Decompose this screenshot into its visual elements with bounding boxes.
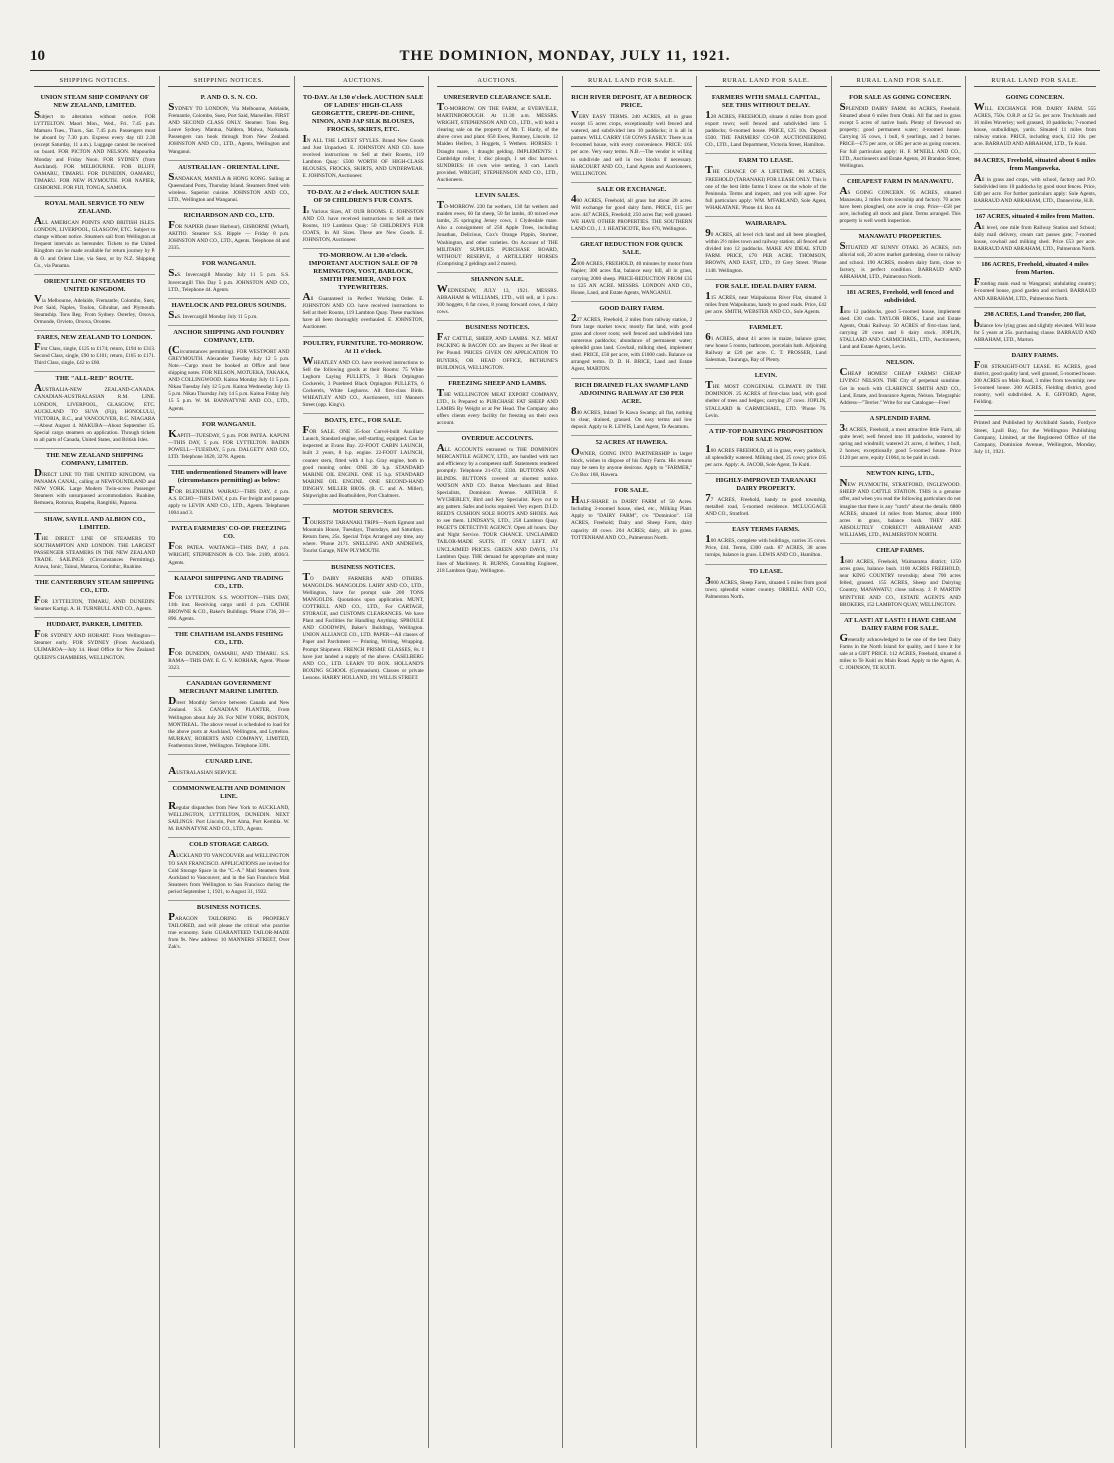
ad-body: In Various Sizes, AT OUR ROOMS. E. JOHNSTON AND CO. have received instructions to Sell at their Rooms, 119 Lambton Quay: 50 CHILDREN'S FUR COATS, In All Sizes. These are New Goods. E. JOHNSTON, Auctioneer. xyxy=(302,203,424,243)
ad-body: balance low lying grass and slightly elevated. Will lease for 5 years at 25s. purchasing clause. BARRAUD AND ABRAHAM, LTD., Marton. xyxy=(973,317,1096,343)
column-1 xyxy=(30,76,160,1448)
advertisement xyxy=(303,505,424,560)
column-heading: RURAL LAND FOR SALE. xyxy=(840,76,961,87)
ad-headline: WAIRARAPA. xyxy=(745,220,787,228)
advertisement xyxy=(974,154,1096,210)
advertisement xyxy=(571,238,692,301)
column-7 xyxy=(836,76,966,1448)
column-heading: RURAL LAND FOR SALE. xyxy=(705,76,826,87)
advertisement xyxy=(705,369,826,424)
advertisement xyxy=(168,209,289,257)
ad-headline: FOR SALE. xyxy=(614,487,649,495)
ad-headline: RICHARDSON AND CO., LTD. xyxy=(183,212,275,220)
ad-body: SANDAKAN, MANILA & HONG KONG. Sailing at Queensland Ports, Thursday Island. Steamers fitted with wireless. Superior cuisine. JOHNSTON AND CO., LTD., Wellington and Wanganui. xyxy=(168,170,290,203)
ad-body: First Class, single, £125 to £174; return, £194 to £313. Second Class, single, £90 to £101; return, £165 to £171. Third Class, single, £42 to £60. xyxy=(34,341,156,367)
advertisement xyxy=(705,425,826,474)
ad-body: Generally acknowledged to be one of the best Dairy Farms in the North Island for quality, and I have it for sale at a GIFT PRICE. 112 ACRES, Freehold, situated 4 miles to Te Kuiti on Main Road. Apply to the Agent, A. C. JOHNSON, TE KUITI. xyxy=(839,631,961,672)
ad-headline: 181 ACRES, Freehold, well fenced and subdivided. xyxy=(846,288,954,304)
ad-headline: A TIP-TOP DAIRYING PROPOSITION FOR SALE NOW. xyxy=(708,427,823,443)
column-heading: AUCTIONS. xyxy=(303,76,424,87)
advertisement xyxy=(168,755,289,782)
advertisement xyxy=(34,513,155,576)
ad-headline: GOING CONCERN. xyxy=(1005,94,1065,101)
column-8 xyxy=(970,76,1100,1448)
column-4 xyxy=(433,76,563,1448)
advertisement xyxy=(437,91,558,189)
ad-headline: HAVELOCK AND PELORUS SOUNDS. xyxy=(171,301,287,309)
advertisement xyxy=(34,91,155,197)
ad-headline: EASY TERMS FARMS. xyxy=(732,526,800,534)
ad-body: SYDNEY TO LONDON, Via Melbourne, Adelaide, Fremantle, Colombo, Suez, Port Said, Marseilles. FIRST AND SECOND CLASS ONLY. Steamer. Tons Reg. Leave Sydney. Mantua, Naldera, Malwa, Narkunda. Passengers can book through from New Zealand. JOHNSTON AND CO., LTD., Agents, Wellington and Wanganui. xyxy=(168,101,290,155)
ad-body: Into 12 paddocks, good 5-roomed house, implement shed. £30 cash. TAYLOR BROS., Land and Estate Agents, Otaki Railway. 50 ACRES of first-class land, carrying 20 cows and 6 dairy stock. JOPLIN, STALLARD AND CARMICHAEL, LTD., Auctioneers, Land and Estate Agents, Levin. xyxy=(839,303,961,351)
column-heading: SHIPPING NOTICES. xyxy=(34,76,155,87)
ad-headline: SALE OR EXCHANGE. xyxy=(597,185,667,193)
ad-headline: FOR WANGANUI. xyxy=(202,420,256,428)
ad-body: AS GOING CONCERN. 95 ACRES, situated Manawatu, 2 miles from township and factory. 70 acres have been ploughed, one acre in crop. Price—£58 per acre, including all stock and plant. Terms arranged. This property is well worth inspection. xyxy=(839,184,961,225)
ad-headline: FOR SALE. IDEAL DAIRY FARM. xyxy=(715,282,817,290)
advertisement xyxy=(974,258,1096,307)
ad-body: 77 ACRES, Freehold, handy to good township, metalled road, 5-roomed residence. MCLUGGAGE AND CO., Stratford. xyxy=(705,492,827,518)
ad-headline: FOR WANGANUI. xyxy=(202,260,256,268)
column-2 xyxy=(164,76,294,1448)
column-5 xyxy=(567,76,697,1448)
advertisement xyxy=(168,522,289,571)
ad-body: FOR PATEA. WAITANGI—THIS DAY, 4 p.m. WRIGHT, STEPHENSON & CO. Tele. 2189, 4036/3. Agents. xyxy=(168,540,290,566)
ad-body: DIRECT LINE TO THE UNITED KINGDOM, via PANAMA CANAL, calling at NEWFOUNDLAND and NEW YORK. Large Modern Twin-screw Passenger Steamers with unsurpassed accommodation. Ruahine, Remuera, Rotorua, Ruapehu, Rangitiki, Paparoa. xyxy=(34,467,156,507)
advertisement xyxy=(705,321,826,369)
ad-headline: BUSINESS NOTICES. xyxy=(465,324,530,332)
ad-headline: TO-DAY. At 1.30 o'clock. AUCTION SALE OF LADIES' HIGH-CLASS GEORGETTE, CREPE-DE-CHINE, NINON, AND JAP SILK BLOUSES, FROCKS, SKIRTS, ETC. xyxy=(302,94,424,133)
ad-headline: MOTOR SERVICES. xyxy=(332,508,394,516)
ad-body: All level, one mile from Railway Station and School; daily mail delivery, cream cart passes gate; 7-roomed house, cowbail and milking shed. Price £53 per acre. BARRAUD AND ABRAHAM, LTD., Palmerston North. xyxy=(973,219,1096,253)
ad-body: FOR NAPIER (Inner Harbour), GISBORNE (Wharf), AKITIO. Steamer S.S. Ripple — Friday 8 p.m. JOHNSTON AND CO., LTD., Agents. Telephone 44 and 2335. xyxy=(168,219,290,252)
advertisement xyxy=(571,484,692,546)
advertisement xyxy=(168,572,289,628)
ad-headline: 52 ACRES AT HAWERA. xyxy=(595,438,668,446)
ad-headline: GOOD DAIRY FARM. xyxy=(599,304,664,312)
ad-body: HALF-SHARE in DAIRY FARM of 50 Acres. Including 3-roomed house, shed, etc., Milking Plant. Apply to "DAIRY FARM", c/o "Dominion". 150 ACRES, Freehold; Dairy and Sheep Farm, dairy capacity 40 cows. 204 ACRES; dairy, all in grass. TOTTENHAM AND CO., Palmerston North. xyxy=(571,494,693,541)
advertisement xyxy=(840,91,961,175)
advertisement xyxy=(168,326,289,418)
ad-headline: UNRESERVED CLEARANCE SALE. xyxy=(443,94,552,101)
advertisement xyxy=(168,466,289,522)
ad-body: 3000 ACRES, Sheep Farm, situated 5 miles from good town; splendid winter country. ORRELL AND CO., Palmerston North. xyxy=(705,574,827,600)
advertisement xyxy=(974,349,1096,412)
ad-body: All in grass and crops, with school, factory and P.O. Subdivided into 10 paddocks by good stout fences. Price, £40 per acre. For further particulars apply: Sole Agents, BARRAUD AND ABRAHAM, LTD., Dannevirke, H.B. xyxy=(973,171,1096,204)
column-3 xyxy=(299,76,429,1448)
advertisement xyxy=(840,412,961,467)
advertisement xyxy=(571,302,692,379)
ad-body: 90 ACRES, all level rich land and all been ploughed, within 2½ miles town and railway station; all fenced and divided into 12 paddocks. MAKE AN IDEAL STUD FARM. PRICE, £70 PER ACRE. THOMSON, BROWN, AND EAST, LTD., 19 Grey Street. 'Phone 1148. Wellington. xyxy=(705,227,827,274)
ad-headline: OVERDUE ACCOUNTS. xyxy=(461,435,534,443)
advertisement xyxy=(437,273,558,321)
column-heading: RURAL LAND FOR SALE. xyxy=(974,76,1096,87)
ad-headline: FARM TO LEASE. xyxy=(738,157,794,165)
ad-headline: LEVIN SALES. xyxy=(475,192,520,200)
advertisement xyxy=(571,183,692,238)
ad-body: 34 ACRES, Freehold, a most attractive little Farm, all quite level; well fenced into 10 paddocks, watered by spring and windmill; watered 21 acres, 4 heifers, 1 bull, 2 horses; exceptionally good 5-roomed house. Price £120 per acre, equity £1064, to be paid in cash. xyxy=(839,421,961,462)
advertisement xyxy=(34,372,155,449)
ad-body: TO-MORROW. ON THE FARM, at EVERVILLE, MARTINBOROUGH. At 11.30 a.m. MESSRS. WRIGHT, STEPHENSON AND CO., LTD., will hold a clearing sale on the property of Mr. T. Hardy, of the above cows and plant. 650 Ewes, Romney, Lincoln. 12 Maiden Heifers, 3 Hoggets, 5 Wethers. HORSES: 1 Draught mare, 1 draught gelding. IMPLEMENTS: 1 Cambridge roller, 1 disc plough, 1 set disc harrows. SUNDRIES: 16 cwts wire netting, 3 cart. Lunch provided. WRIGHT, STEPHENSON AND CO., LTD., Auctioneers. xyxy=(436,101,558,183)
ad-headline: BUSINESS NOTICES. xyxy=(331,563,396,571)
ad-body: THE DIRECT LINE OF STEAMERS TO SOUTHAMPTON AND LONDON. THE LARGEST PASSENGER STEAMERS IN THE NEW ZEALAND TRADE. SAILINGS (Circumstances Permitting). Arawa, Ionic, Tainui, Mataroa, Corinthic, Ruahine. xyxy=(34,530,156,570)
advertisement xyxy=(168,838,289,901)
ad-headline: CHEAPEST FARM IN MANAWATU. xyxy=(847,177,954,185)
advertisement xyxy=(34,449,155,512)
ad-headline: HIGHLY-IMPROVED TARANAKI DAIRY PROPERTY. xyxy=(715,477,816,492)
ad-body: TO DAIRY FARMERS AND OTHERS. MANGOLDS. MANGOLDS. LAIRY AND CO., LTD., Wellington, have for prompt sale 200 TONS MANGOLDS. Quotations upon application. MUNT, COTTRELL AND CO., LTD., For CARTAGE, STORAGE, and CUSTOMS CLEARANCES. We have Plant and Facilities for Handling Anything. SPROULE AND GOODWIN, Baker's Buildings, Wellington. UNION ALLIANCE CO., LTD. PAPER—All classes of Paper and Parchment — Printing, Writing, Wrapping. Prompt Shipment. FRENCH PRISME GLASSES, 8s. I have just landed a supply of the above. CASELBERG AND CO., LTD. LEARN TO BOX. HOLLAND'S BOXING SCHOOL (Gymnasium). Classes or private Lessons. HARRY HOLLAND, 191 WILLIS STREET. xyxy=(302,570,424,681)
advertisement xyxy=(571,379,692,436)
ad-headline: THE NEW ZEALAND SHIPPING COMPANY, LIMITED. xyxy=(46,452,144,468)
ad-body: FOR BLENHEIM. WAIRAU—THIS DAY, 4 p.m. A.S. ECHO—THIS DAY, 4 p.m. For freight and passage apply to LEVIN AND CO., LTD., Agents. Telephones 1004 and 3. xyxy=(168,484,290,517)
ad-body: FOR SYDNEY AND HOBART. From Wellington—Steamer early. FOR SYDNEY (From Auckland). ULIMAROA—July 14. Head Office for New Zealand: QUEEN'S CHAMBERS, WELLINGTON. xyxy=(34,628,156,661)
ad-body: (Circumstances permitting). FOR WESTPORT AND GREYMOUTH. Alexander Tuesday July 12 5 p.m. Note.—Cargo must be booked at Office and bear shipping notes. FOR NELSON, MOTUEKA, TAKAKA, AND COLLINGWOOD. Kaitoa Monday July 11 5 p.m. Nikau Tuesday July 12 5 p.m. Kaitoa Wednesday July 13 5 p.m. Nikau Thursday July 14 5 p.m. Kaitoa Friday July 15 5 p.m. W. M. BANNATYNE AND CO., LTD., Agents. xyxy=(168,343,290,412)
ad-headline: 186 ACRES, Freehold, situated 4 miles from Marton. xyxy=(981,261,1089,277)
advertisement xyxy=(168,299,289,326)
ad-body: 400 ACRES, Freehold, all grass but about 20 acres. Will exchange for good dairy farm. PRICE, £15 per acre. 447 ACRES, Freehold; 250 acres flat; well grassed. WE HAVE OTHER PROPERTIES. THE SOUTHERN LAND CO., J. J. HEATHCOTE, Box 676, Wellington. xyxy=(571,192,693,233)
ad-headline: NEWTON KING, LTD., xyxy=(866,470,934,478)
ad-body: S.S. Invercargill Monday July 11 5 p.m. xyxy=(168,308,258,321)
advertisement xyxy=(437,189,558,273)
ad-headline: P. AND O. S. N. CO. xyxy=(200,94,258,101)
ad-headline: KAIAPOI SHIPPING AND TRADING CO., LTD. xyxy=(174,574,284,590)
ad-body: PARAGON TAILORING IS PROPERLY TAILORED, and will please the critical who practise true economy. Suits GUARANTEED TAILOR-MADE from 9s. New address: 10 MANNERS STREET, Over Zak's. xyxy=(168,911,290,951)
ad-headline: MANAWATU PROPERTIES. xyxy=(858,233,942,241)
page-number: 10 xyxy=(30,48,45,64)
ad-headline: ORIENT LINE OF STEAMERS TO UNITED KINGDOM. xyxy=(43,277,146,293)
ad-body: Regular dispatches from New York to AUCKLAND, WELLINGTON, LYTTELTON, DUNEDIN. NEXT SAILINGS: Port Lincoln, Port Alma, Port Kembla. W. M. BANNATYNE AND CO., LTD., Agents. xyxy=(168,800,290,833)
advertisement xyxy=(303,249,424,336)
ad-headline: BOATS, ETC., FOR SALE. xyxy=(324,417,402,425)
ad-body: Fronting main road to Wanganui; undulating country; 6-roomed house, good garden and orchard. BARRAUD AND ABRAHAM, LTD., Palmerston North. xyxy=(973,276,1096,302)
ad-body: FAT CATTLE, SHEEP, AND LAMBS. N.Z. MEAT PACKING & BACON CO. are Buyers at Per Head or Per Pound. PRICES GIVEN ON APPLICATION TO BUYERS, OR HEAD OFFICE, BETHUNE'S BUILDINGS, WELLINGTON. xyxy=(436,331,558,371)
ad-body: CHEAP HOMES! CHEAP FARMS! CHEAP LIVING! NELSON. THE City of perpetual sunshine. Get in touch with CLARENCE SMITH AND CO., Land, Estate, and Insurance Agents, Nelson. Telegraphic Address—"Terrier." Write for our Catalogue—Free! xyxy=(839,366,961,406)
ad-headline: THE CHATHAM ISLANDS FISHING CO., LTD. xyxy=(174,631,284,647)
advertisement xyxy=(168,91,289,161)
ad-headline: FARES, NEW ZEALAND TO LONDON. xyxy=(36,334,153,342)
advertisement xyxy=(705,474,826,523)
ad-body: 100 ACRES, complete with buildings, carries 35 cows. Price, £44. Terms, £300 cash. 87 ACRES, 38 acres turnips, balance in grass. LEWIS AND CO., Hamilton. xyxy=(705,533,827,559)
advertisement xyxy=(840,544,961,614)
ad-headline: CUNARD LINE. xyxy=(205,757,253,765)
advertisement xyxy=(168,161,289,209)
ad-headline: TO-DAY. At 2 o'clock. AUCTION SALE OF 50 CHILDREN'S FUR COATS. xyxy=(306,188,420,204)
ad-headline: DAIRY FARMS. xyxy=(1011,351,1059,359)
ad-body: 840 ACRES, Inland Te Kawa Swamp; all flat, nothing to clear, drained, grassed. On easy terms and low deposit. Apply to R. LEWIS, Land Agent, Te Awamutu. xyxy=(571,404,693,430)
ad-body: 115 ACRES, near Waipukurau River Flat, situated 3 miles from Waipukurau, handy to good roads. Price, £42 per acre. SMITH, WEBSTER AND CO., Sole Agents. xyxy=(705,289,827,315)
advertisement xyxy=(840,175,961,230)
ad-body: FOR DUNEDIN, OAMARU, AND TIMARU. S.S. RAMA—THIS DAY. E. G. V. KORHAR, Agent. 'Phone 3323. xyxy=(168,646,290,672)
ad-headline: 298 ACRES, Land Transfer, 200 flat, xyxy=(984,310,1086,318)
ad-body: IN ALL THE LATEST STYLES. Brand New Goods and Just Unpacked. E. JOHNSTON AND CO. have received instructions to Sell at their Rooms, 119 Lambton Quay: £500 WORTH OF HIGH-CLASS BLOUSES, FROCKS, SKIRTS, AND UNDERWEAR. E. JOHNSTON, Auctioneer. xyxy=(302,133,424,180)
ad-headline: COMMONWEALTH AND DOMINION LINE. xyxy=(172,785,286,801)
ad-headline: CANADIAN GOVERNMENT MERCHANT MARINE LIMITED. xyxy=(179,680,279,696)
ad-headline: FOR SALE AS GOING CONCERN. xyxy=(849,94,952,101)
advertisement xyxy=(34,576,155,618)
advertisement xyxy=(168,677,289,755)
ad-body: WILL EXCHANGE FOR DAIRY FARM. 555 ACRES, 750s. O.R.P. at £2 5s. per acre. Truckloads and 16 miles Waverley; well grassed, 10 paddocks; 7-roomed house, outbuildings, yards. Situated 11 miles from railway station. PRICE, including stock, £12 10s. per acre. BARRAUD AND ABRAHAM, LTD., Te Kuiti. xyxy=(973,101,1096,148)
ad-headline: PATEA FARMERS' CO-OP. FREEZING CO. xyxy=(171,525,287,541)
advertisement xyxy=(34,197,155,275)
ad-headline: ANCHOR SHIPPING AND FOUNDRY COMPANY, LTD. xyxy=(173,328,285,344)
masthead xyxy=(30,48,1100,71)
ad-headline: SHANNON SALE. xyxy=(471,275,524,283)
column-heading: SHIPPING NOTICES. xyxy=(168,76,289,87)
ad-body: 100 ACRES FREEHOLD, all in grass, every paddock, all splendidly watered. Milking shed, 25 cows; price £65 per acre. Apply: A. JACOB, Sole Agent, Te Kuiti. xyxy=(705,442,827,468)
ad-body: 2000 ACRES, FREEHOLD, 40 minutes by motor from Napier; 300 acres flat, balance easy hill, all in grass, carrying 2000 sheep. PRICE-REDUCTION FROM £35 to £25 AN ACRE. MESSRS. LONDON AND CO., House, Land, and Estate Agents, WANGANUI. xyxy=(571,256,693,296)
ad-headline: UNION STEAM SHIP COMPANY OF NEW ZEALAND, LIMITED. xyxy=(40,94,149,109)
advertisement xyxy=(571,436,692,484)
ad-body: TOURISTS! TARANAKI TRIPS—North Egmont and Mountain House, Tuesdays, Thursdays, and Saturdays. Return fares, 25s. Special Trips Arranged any time, any where. 'Phone 2171. SNELLING AND ANDREWS, Tourist Garage, NEW PLYMOUTH. xyxy=(302,515,424,555)
ad-headline: CHEAP FARMS. xyxy=(875,547,925,555)
ad-headline: RICH RIVER DEPOSIT, AT A BEDROCK PRICE. xyxy=(571,94,692,109)
ad-headline: NELSON. xyxy=(885,359,915,367)
ad-headline: LEVIN. xyxy=(754,372,777,380)
column-6 xyxy=(701,76,831,1448)
advertisement xyxy=(303,414,424,505)
ad-body: All Guaranteed in Perfect Working Order. E. JOHNSTON AND CO. have received instructions to Sell at their Rooms, 119 Lambton Quay. These machines have all been thoroughly overhauled. E. JOHNSTON, Auctioneer. xyxy=(302,291,424,331)
printer-imprint: Printed and Published by Archibald Sando, Fordyce Street, Lyall Bay, for the Wellington Publishing Company, Limited, at the Registered Office of the Company, Dominion Avenue, Wellington, Monday, July 11, 1921. xyxy=(974,415,1096,456)
ad-headline: TO-MORROW. At 1.30 o'clock. IMPORTANT AUCTION SALE OF 70 REMINGTON, YOST, BARLOCK, SMITH PREMIER, AND FOX TYPEWRITERS. xyxy=(308,252,418,292)
advertisement xyxy=(705,280,826,321)
column-heading: AUCTIONS. xyxy=(437,76,558,87)
ad-body: VERY EASY TERMS. 240 ACRES, all in grass except 15 acres crops, exceptionally well fenced and watered, and subdivided into 10 paddocks; it is all in pasture. WILL CARRY 150 COWS EASILY. There is an 8-roomed house, with every convenience. PRICE: £65 per acre. Very easy terms. N.B.—The vendor is willing to subdivide and sell in two blocks if necessary. HARCOURT AND CO., Land Agents and Auctioneers, WELLINGTON. xyxy=(571,109,693,177)
advertisement xyxy=(840,614,961,676)
advertisement xyxy=(168,418,289,466)
ad-body: KAPITI—TUESDAY, 5 p.m. FOR PATEA. KAPUNI—THIS DAY, 5 p.m. FOR LYTTELTON. BADEN POWELL—TUESDAY, 5 p.m. DALGETY AND CO., LTD. Telephone 3620, 3278. Agents. xyxy=(168,427,290,460)
ad-body: THE CHANCE OF A LIFETIME. 86 ACRES, FREEHOLD (TARANAKI) FOR LEASE ONLY. This is one of the best little farms I know on the whole of the Peninsula. Terms and inspect, and you will agree. For full particulars apply: WM. M'FARLAND, Sole Agent, WHAKATANE. 'Phone 44. Box 44. xyxy=(705,164,827,211)
ad-body: NEW PLYMOUTH, STRATFORD, INGLEWOOD. SHEEP AND CATTLE STATION. THIS is a genuine offer, and when you read the following particulars do not imagine that there is any "catch" about the details. 6800 ACRES, situated 14 miles from Marton; about 1000 acres in grass, balance bush. THEY ARE ABSOLUTELY CORRECT! ABRAHAM AND WILLIAMS, LTD., PALMERSTON NORTH. xyxy=(839,477,961,538)
ad-headline: TO LEASE. xyxy=(748,567,783,575)
advertisement xyxy=(840,467,961,544)
ad-headline: THE CANTERBURY STEAM SHIPPING CO., LTD. xyxy=(35,579,154,595)
ad-body: Direct Monthly Service between Canada and New Zealand. S.S. CANADIAN PLANTER, From Wellington about July 26. For NEW YORK, BOSTON, MONTREAL. The above vessel is scheduled to load for the above ports at Auckland, Wellington, and Lyttelton. MURRAY, ROBERTS AND COMPANY, LIMITED, Featherston Street, Wellington. Telephone 3391. xyxy=(168,695,290,749)
ad-headline: POULTRY, FURNITURE. TO-MORROW. At 11 o'clock. xyxy=(303,339,424,355)
advertisement xyxy=(303,186,424,249)
ad-headline: AUSTRALIAN - ORIENTAL LINE. xyxy=(178,163,280,171)
advertisement xyxy=(168,782,289,838)
column-heading: RURAL LAND FOR SALE. xyxy=(571,76,692,87)
ad-body: 128 ACRES, FREEHOLD, situate 4 miles from good export town; well fenced and subdivided into 5 paddocks; 6-roomed house. PRICE, £25 10s. Deposit £500. THE FARMERS' CO-OP. AUCTIONEERING CO., LTD., Land Department, Victoria Street, Hamilton. xyxy=(705,109,827,149)
ad-headline: HUDDART, PARKER, LIMITED. xyxy=(46,621,143,629)
advertisement xyxy=(303,561,424,686)
ad-body: 61 ACRES, about 41 acres in maize, balance grass; new house 5 rooms, bathroom, porcelain bath. Adjoining Railway at £20 per acre. C. T. PROSSER, Land Salesman, Tauranga, Bay of Plenty. xyxy=(705,330,827,364)
ad-body: SITUATED AT SUNNY OTAKI. 26 ACRES, rich alluvial soil, 20 acres market gardening, close to railway and school. 190 ACRES, modern dairy farm, close to factory, is perfect condition. BARRAUD AND ABRAHAM, LTD., Palmerston North. xyxy=(839,240,961,280)
ad-headline: RICH DRAINED FLAX SWAMP LAND ADJOINING RAILWAY AT £30 PER ACRE. xyxy=(574,381,689,405)
ad-headline: GREAT REDUCTION FOR QUICK SALE. xyxy=(580,241,684,257)
ad-body: ALL AMERICAN POINTS AND BRITISH ISLES. LONDON, LIVERPOOL, GLASGOW, ETC. Subject to change without notice. Steamers sail from Wellington at frequent intervals as hereunder. Tickets to the United Kingdom can be made available for return journey by P. & O. and Orient Line, via Suez, or by N.Z. Shipping Co., via Panama. xyxy=(34,215,156,269)
ad-headline: FARMLET. xyxy=(749,323,783,331)
ad-headline: AT LAST! AT LAST!! I HAVE CHEAM DAIRY FARM FOR SALE. xyxy=(844,616,957,632)
advertisement xyxy=(34,275,155,331)
ad-headline: BUSINESS NOTICES. xyxy=(196,904,261,911)
ad-body: TO-MORROW. 230 fat wethers, 130 fat wethers and maiden ewes, 60 fat sheep, 50 fat lambs, 40 mixed ewe lambs, 25 springing Jersey cows, 1 Clydesdale mare. Also a consignment of 250 Apple Trees, including Jonathan, Delicious, Cox's Orange Pippin, Sturmer, Washington, and other varieties. On Account of THE MILITARY SUPPLIES PURCHASE BOARD, WITHOUT RESERVE, 4 ARTILLERY HORSES (Comprising 2 geldings and 2 mares). xyxy=(436,199,558,267)
advertisement xyxy=(705,523,826,564)
ad-headline: 84 ACRES, Freehold, situated about 6 miles from Mangaweka. xyxy=(974,156,1096,172)
ad-body: Via Melbourne, Adelaide, Fremantle, Colombo, Suez, Port Said, Naples, Toulon, Gibraltar, and Plymouth. Steamship. Tons Reg. From Sydney. Osterley, Orsova, Ormonde, Orvieto, Orsova, Orontes. xyxy=(34,292,156,325)
advertisement xyxy=(437,321,558,376)
advertisement xyxy=(840,356,961,411)
ad-body: FOR LYTTELTON, TIMARU, AND DUNEDIN. Steamer Kartigi. A. H. TURNBULL AND CO., Agents. xyxy=(34,594,156,613)
ad-body: SPLENDID DAIRY FARM. 84 ACRES, Freehold. Situated about 6 miles from Otaki. All flat and in grass except 5 acres of native bush. Plenty of firewood on property; good permanent water; 4-roomed house. Carrying 35 cows, 1 bull, 6 yearlings, and 2 horses. PRICE—£75 per acre, or £85 per acre as going concern. For full particulars apply: H. F. M'NEILL AND CO., LTD., Auctioneers and Estate Agents, 20 Brandon Street, Wellington. xyxy=(839,101,961,169)
ad-headline: ROYAL MAIL SERVICE TO NEW ZEALAND. xyxy=(44,200,145,216)
advertisement xyxy=(303,337,424,415)
ad-headline: FARMERS WITH SMALL CAPITAL, SEE THIS WITHOUT DELAY. xyxy=(711,94,820,109)
ad-body: OWNER, GOING INTO PARTNERSHIP in larger block, wishes to dispose of his Dairy Farm. His returns may be seen by anyone desirous. Apply to "FARMER," C/o Box 168, Hawera. xyxy=(571,445,693,479)
ad-body: 1600 ACRES, Freehold, Waimarama district; 1250 acres grass, balance bush. 1100 ACRES FREEHOLD, near KING COUNTRY township; about 700 acres felled, grassed. 155 ACRES, Sheep and Dairying Country, MANAWATU; close railway. J. P. MARTIN M'INTYRE AND CO., ESTATE AGENTS AND BROKERS, 152 LAMBTON QUAY, WELLINGTON. xyxy=(839,554,961,608)
ad-body: WEDNESDAY, JULY 13, 1921. MESSRS. ABRAHAM & WILLIAMS, LTD., will sell, at 1 p.m.: 100 hoggets, 6 fat cows, 8 young forward cows, 4 dairy cows. xyxy=(436,282,558,316)
ad-headline: SHAW, SAVILL AND ALBION CO., LIMITED. xyxy=(43,515,146,531)
ad-body: FOR LYTTELTON. S.S. WOOTTON—THIS DAY, 11th inst. Receiving cargo until 4 p.m. CATHIE BROWNE & CO., Baker's Buildings. 'Phone 1736, 20—896. Agents. xyxy=(168,589,290,622)
ad-headline: THE undermentioned Steamers will leave (circumstances permitting) as below: xyxy=(170,469,287,484)
ad-headline: 167 ACRES, situated 4 miles from Matton. xyxy=(975,212,1095,220)
advertisement xyxy=(705,154,826,217)
advertisement xyxy=(34,618,155,665)
advertisement xyxy=(705,565,826,605)
ad-body: THE WELLINGTON MEAT EXPORT COMPANY, LTD., Is Prepared to PURCHASE FAT SHEEP AND LAMBS By Weight or at Per Head. The Company also offers clients every facility for freezing on their own account. xyxy=(436,386,558,427)
ad-body: WHEATLEY AND CO. have received instructions to Sell the following goods at their Rooms: 75 White Leghorn Laying PULLETS, 3 Black Orpington Cockerels, 3 Purebred Black Orpington PULLETS, 6 Cockerels, White Leghorns. All first-class Birds. WHEATLEY AND CO., Auctioneers, 141 Manners Street (opp. King's). xyxy=(302,354,424,409)
ad-headline: A SPLENDID FARM. xyxy=(869,414,931,422)
ad-body: THE MOST CONGENIAL CLIMATE IN THE DOMINION. 25 ACRES of first-class land, with good shelter of trees and hedges; carrying 27 cows. JOPLIN, STALLARD & CARMICHAEL, LTD. 'Phone 76. Levin. xyxy=(705,379,827,419)
ad-body: 227 ACRES, Freehold, 2 miles from railway station, 2 from large market town; mostly flat land, with good grass and clover roots; well fenced and subdivided into numerous paddocks; abundance of permanent water; splendid grass land. Cowbail, milking shed, implement shed. PRICE, £50 per acre, with £1000 cash. Balance on arranged terms. D. D. H. BRICE, Land and Estate Agent, MARTON. xyxy=(571,311,693,373)
ad-body: AUSTRALASIAN SERVICE. xyxy=(168,764,238,777)
advertisement xyxy=(303,91,424,186)
advertisement xyxy=(705,217,826,280)
advertisement xyxy=(840,230,961,285)
ad-body: FOR SALE. ONE 35-foot Carvel-built Auxiliary Launch, Standard engine, self-starting, equipped. Can be inspected at Evans Bay. 22-FOOT CABIN LAUNCH, built 2 years, 8 h.p. engine. 22-FOOT LAUNCH, counter stern, fitted with 4 h.p. Gray engine, both in good running order. ONE 30 h.p. STANDARD MARINE OIL ENGINE. ONE 15 h.p. STANDARD MARINE OIL ENGINE. ONE SECOND-HAND DINGHY. MILLER BROS. (R. C. and A. Miller), Shipwrights and Boatbuilders, Port Chalmers. xyxy=(302,424,424,499)
advertisement xyxy=(974,91,1096,154)
advertisement xyxy=(840,286,961,357)
advertisement xyxy=(437,377,558,432)
ad-body: AUCKLAND TO VANCOUVER and WELLINGTON TO SAN FRANCISCO. APPLICATIONS are invited for Cold Storage Space in the "C.-A." Mail Steamers from Auckland to Vancouver, and in the San Francisco Mail Steamers from Wellington to San Francisco during the period September 1, 1921, to August 31, 1922. xyxy=(168,848,290,895)
ad-body: Subject to alteration without notice. FOR LYTTELTON. Maori Mon., Wed., Fri. 7.45 p.m. Mamaru Tues., Thurs., Sat. 7.45 p.m. Passengers must be aboard by 7.30 p.m. Express every day till 2.30 (except Saturday, 11 a.m.). Luggage cannot be received on board. FOR PICTON AND NELSON. Mapourika Monday and Friday Noon. FOR SYDNEY (from Auckland). FOR MELBOURNE. FOR BLUFF, OAMARU, TIMARU. FOR DUNEDIN, OAMARU, TIMARU. FOR NEW PLYMOUTH. FOR NAPIER, GISBORNE. FOR FIJI, TONGA, SAMOA. xyxy=(34,109,156,191)
advertisement xyxy=(974,308,1096,349)
column-grid xyxy=(30,76,1100,1448)
advertisement xyxy=(705,91,826,154)
advertisement xyxy=(571,91,692,183)
advertisement xyxy=(34,331,155,372)
ad-body: ALL ACCOUNTS entrusted to THE DOMINION MERCANTILE AGENCY, LTD., are handled with tact and efficiency by a competent staff. Statements rendered promptly. Telephone 21-674; 3330. BUTTONS AND BLINDS. BUTTONS covered at shortest notice. WATSON AND CO. Button Merchants and Blind Specialists, Dominion Avenue. ARTHUR F. WYCHERLEY, Bird and Key Specialist. Keys cut to any pattern. Safes and locks repaired. Very expert. D.I.D. REED'S CUSHION SOLE BOOTS AND SHOES. Ask to see them. LINDSAY'S, LTD., 258 Lambton Quay. PAGET'S DETECTIVE AGENCY. Open all hours. Day and Night Service. TOUR CHANCE. UNCLAIMED TAILOR-MADE SUITS. IT ONLY LEFT. AT UNCLAIMED PRICES. GREEN AND DAVIS, 174 Lambton Quay. THE demand for appropriate and many lines of Machinery. R. BURNS, Consulting Engineer, 218 Lambton Quay, Wellington. xyxy=(436,442,558,574)
ad-headline: THE "ALL-RED" ROUTE. xyxy=(55,375,134,383)
advertisement xyxy=(168,628,289,677)
ad-body: FOR STRAIGHT-OUT LEASE. 85 ACRES, good district, good quality land, well grassed, 5-roomed house. 200 ACRES on Main Road, 3 miles from township; new 5-roomed house. 200 ACRES, Fielding district, good country, well subdivided. A. E. GIFFORD, Agent, Feilding. xyxy=(973,358,1096,406)
newspaper-title: THE DOMINION, MONDAY, JULY 11, 1921. xyxy=(399,48,731,64)
advertisement xyxy=(168,257,289,298)
advertisement xyxy=(168,901,289,955)
advertisement xyxy=(437,432,558,579)
advertisement xyxy=(974,210,1096,258)
ad-body: S.S. Invercargill Monday July 11 5 p.m. S.S. Invercargill This Day 5 p.m. JOHNSTON AND CO., LTD., Telephone 44. Agents. xyxy=(168,267,290,293)
ad-headline: FREEZING SHEEP AND LAMBS. xyxy=(448,379,547,387)
ad-body: AUSTRALIA-NEW ZEALAND-CANADA. CANADIAN-AUSTRALASIAN R.M. LINE. LONDON, LIVERPOOL, GLASGOW, ETC. AUCKLAND TO SUVA (Fiji), HONOLULU, VICTORIA, B.C., and VANCOUVER, B.C. NIAGARA—About August 4. MAKURA—About September 15. Special cargo steamers on application. Through tickets to all parts of Canada, United States, and British Isles. xyxy=(34,382,156,443)
ad-headline: COLD STORAGE CARGO. xyxy=(189,841,269,849)
